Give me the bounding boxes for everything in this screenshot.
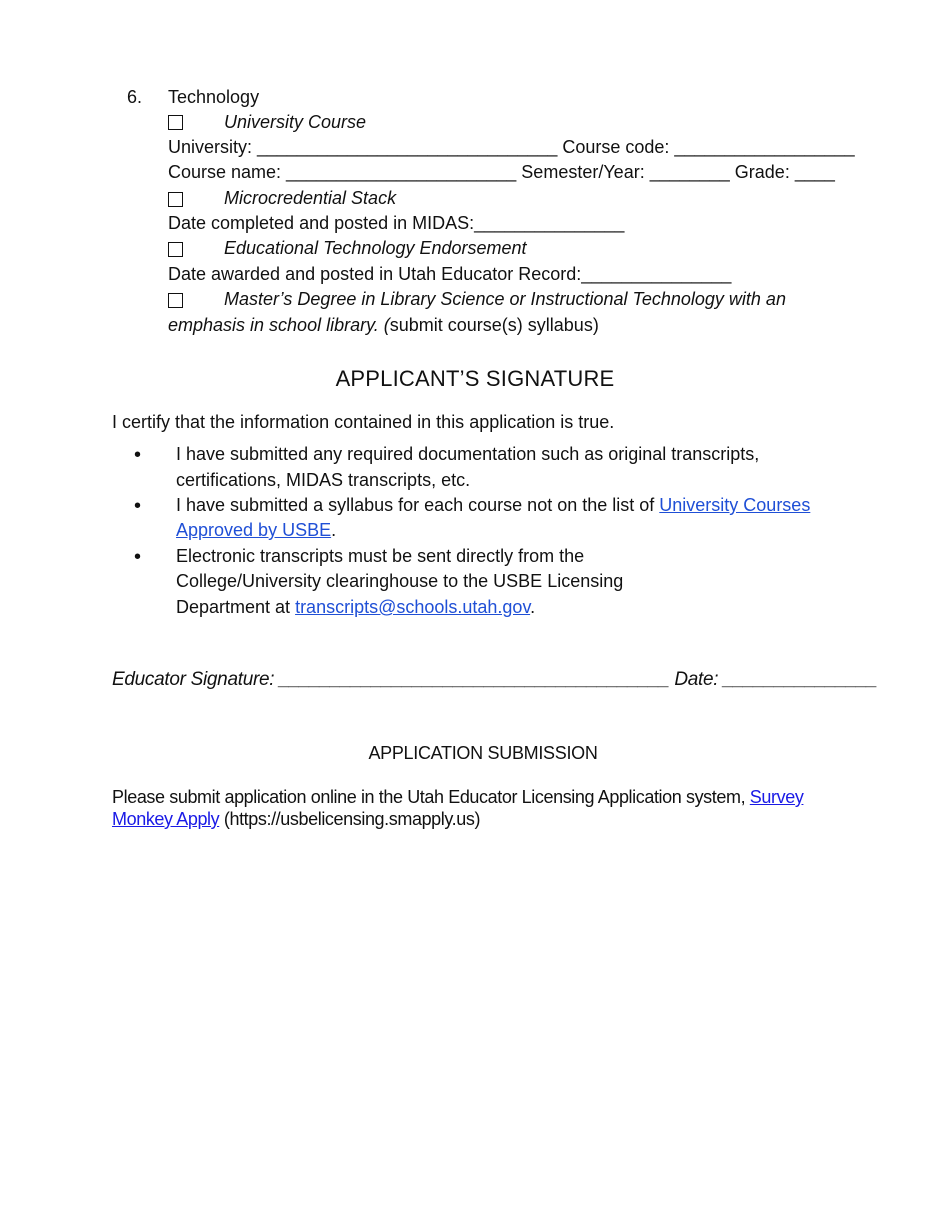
transcripts-email-link[interactable]: transcripts@schools.utah.gov (295, 597, 531, 617)
university-course-line-1: University: ______________________________ Course code: __________________ (168, 137, 855, 157)
bullet-2-period: . (331, 520, 337, 540)
bullet-2-line-1 (176, 494, 810, 516)
microcredential-checkbox[interactable] (168, 192, 183, 207)
section-number: 6. (127, 87, 143, 107)
masters-degree-checkbox[interactable] (168, 293, 183, 308)
submission-text: Please submit application online in the Utah Educator Licensing Application system, (112, 787, 750, 807)
application-submission-heading: APPLICATION SUBMISSION (368, 743, 598, 763)
section-title: Technology (168, 87, 260, 107)
microcredential-label: Microcredential Stack (224, 188, 397, 208)
approved-courses-link-cont[interactable]: Approved by USBE (176, 520, 332, 540)
submission-url: (https://usbelicensing.smapply.us) (219, 809, 481, 829)
educator-signature-line: Educator Signature: ______________________________________ Date: _______________ (112, 669, 878, 690)
endorsement-checkbox[interactable] (168, 242, 183, 257)
university-course-checkbox[interactable] (168, 115, 183, 130)
masters-degree-label: Master’s Degree in Library Science or Instructional Technology with an (224, 289, 786, 309)
survey-monkey-link[interactable]: Survey (749, 787, 804, 807)
masters-degree-label-line-2 (168, 314, 599, 336)
survey-monkey-link-cont[interactable]: Monkey Apply (112, 809, 220, 829)
bullet-3-text: Department at (176, 597, 296, 617)
bullet-2-text: I have submitted a syllabus for each course not on the list of (176, 495, 660, 515)
bullet-3-line-2: College/University clearinghouse to the USBE Licensing (176, 571, 624, 591)
microcredential-date-line: Date completed and posted in MIDAS:_______________ (168, 213, 625, 233)
bullet-2: • (134, 495, 142, 517)
submission-line-2 (112, 808, 480, 830)
masters-submit-note: submit course(s) syllabus) (389, 315, 599, 335)
bullet-1: • (134, 444, 142, 466)
bullet-2-line-2 (176, 519, 336, 541)
bullet-3-line-1: Electronic transcripts must be sent directly from the (176, 546, 585, 566)
university-course-label: University Course (224, 112, 367, 132)
bullet-3-period: . (530, 597, 536, 617)
certify-statement: I certify that the information contained in this application is true. (112, 412, 615, 432)
bullet-1-line-1: I have submitted any required documentation such as original transcripts, (176, 444, 760, 464)
endorsement-label: Educational Technology Endorsement (224, 238, 527, 258)
submission-line-1 (112, 786, 803, 808)
bullet-1-line-2: certifications, MIDAS transcripts, etc. (176, 470, 471, 490)
bullet-3: • (134, 546, 142, 568)
approved-courses-link[interactable]: University Courses (659, 495, 811, 515)
university-course-line-2: Course name: _______________________ Semester/Year: ________ Grade: ____ (168, 162, 835, 182)
endorsement-date-line: Date awarded and posted in Utah Educator Record:_______________ (168, 264, 732, 284)
bullet-3-line-3 (176, 596, 535, 618)
masters-emphasis: emphasis in school library. ( (168, 315, 390, 335)
applicant-signature-heading: APPLICANT’S SIGNATURE (335, 366, 615, 391)
